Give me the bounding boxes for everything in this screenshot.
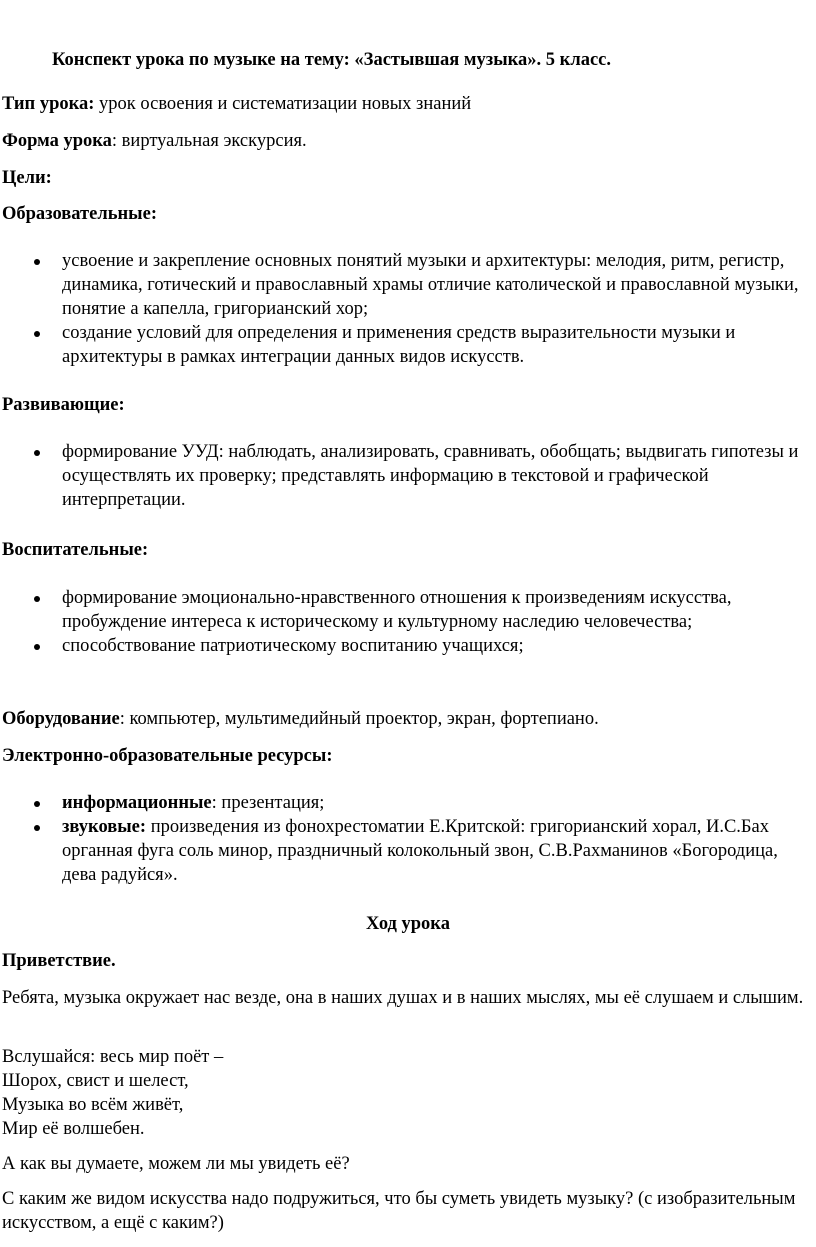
upbringing-heading: Воспитательные: (2, 540, 149, 560)
bullet-icon (34, 450, 40, 456)
bullet-icon (34, 825, 40, 831)
list-item (0, 791, 812, 815)
lesson-course-heading: Ход урока (366, 914, 450, 934)
document-title: Конспект урока по музыке на тему: «Застывшая музыка». 5 класс. (52, 50, 611, 70)
poem (2, 1045, 223, 1141)
list-item (0, 249, 812, 321)
poem-line: Мир её волшебен. (2, 1119, 145, 1139)
resources-heading: Электронно-образовательные ресурсы: (2, 746, 333, 766)
list-item-text: создание условий для определения и применения средств выразительности музыки и архитектуры в рамках интеграции данных видов искусств. (62, 323, 736, 367)
lesson-form-value: : виртуальная экскурсия. (111, 131, 307, 151)
resource-label: звуковые: (62, 817, 147, 837)
poem-line: Вслушайся: весь мир поёт – (2, 1047, 224, 1067)
resources-list (0, 791, 812, 887)
goals-heading: Цели: (2, 168, 52, 188)
list-item-text: усвоение и закрепление основных понятий музыки и архитектуры: мелодия, ритм, регистр, динамика, готический и православный храмы отличие католической и православной музыки, понятие а капелла, григорианский хор; (62, 251, 799, 319)
question-paragraph: С каким же видом искусства надо подружиться, что бы суметь увидеть музыку? (с изобразительным искусством, а ещё с каким?) (2, 1189, 796, 1233)
bullet-icon (34, 259, 40, 265)
resource-value: произведения из фонохрестоматии Е.Критской: григорианский хорал, И.С.Бах органная фуга соль минор, праздничный колокольный звон, С.В.Рахманинов «Богородица, дева радуйся». (62, 817, 778, 885)
equipment-value: : компьютер, мультимедийный проектор, экран, фортепиано. (119, 709, 599, 729)
developing-heading: Развивающие: (2, 395, 125, 415)
resource-label: информационные (62, 793, 212, 813)
lesson-type-line (2, 92, 812, 116)
lesson-form-label: Форма урока (2, 131, 112, 151)
poem-line: Шорох, свист и шелест, (2, 1071, 189, 1091)
educational-heading: Образовательные: (2, 204, 157, 224)
equipment-label: Оборудование (2, 709, 120, 729)
upbringing-list (0, 586, 812, 658)
list-item-text: формирование эмоционально-нравственного отношения к произведениям искусства, пробуждение интереса к историческому и культурному наследию человечества; (62, 588, 732, 632)
list-item (0, 321, 812, 369)
bullet-icon (34, 644, 40, 650)
lesson-type-label: Тип урока: (2, 94, 95, 114)
bullet-icon (34, 596, 40, 602)
developing-list (0, 440, 812, 512)
intro-paragraph: Ребята, музыка окружает нас везде, она в наших душах и в наших мыслях, мы её слушаем и слышим. (2, 988, 804, 1008)
poem-line: Музыка во всём живёт, (2, 1095, 184, 1115)
educational-list (0, 249, 812, 369)
bullet-icon (34, 801, 40, 807)
greeting-heading: Приветствие. (2, 951, 116, 971)
equipment-line (2, 707, 812, 731)
lesson-type-value: урок освоения и систематизации новых знаний (94, 94, 472, 114)
list-item-text: способствование патриотическому воспитанию учащихся; (62, 636, 524, 656)
question-paragraph: А как вы думаете, можем ли мы увидеть её? (2, 1154, 350, 1174)
bullet-icon (34, 331, 40, 337)
resource-value: : презентация; (211, 793, 325, 813)
list-item (0, 586, 812, 634)
list-item (0, 440, 812, 512)
lesson-form-line (2, 129, 812, 153)
list-item (0, 815, 812, 887)
list-item-text: формирование УУД: наблюдать, анализировать, сравнивать, обобщать; выдвигать гипотезы и осуществлять их проверку; представлять информацию в текстовой и графической интерпретации. (62, 442, 799, 510)
list-item (0, 634, 812, 658)
